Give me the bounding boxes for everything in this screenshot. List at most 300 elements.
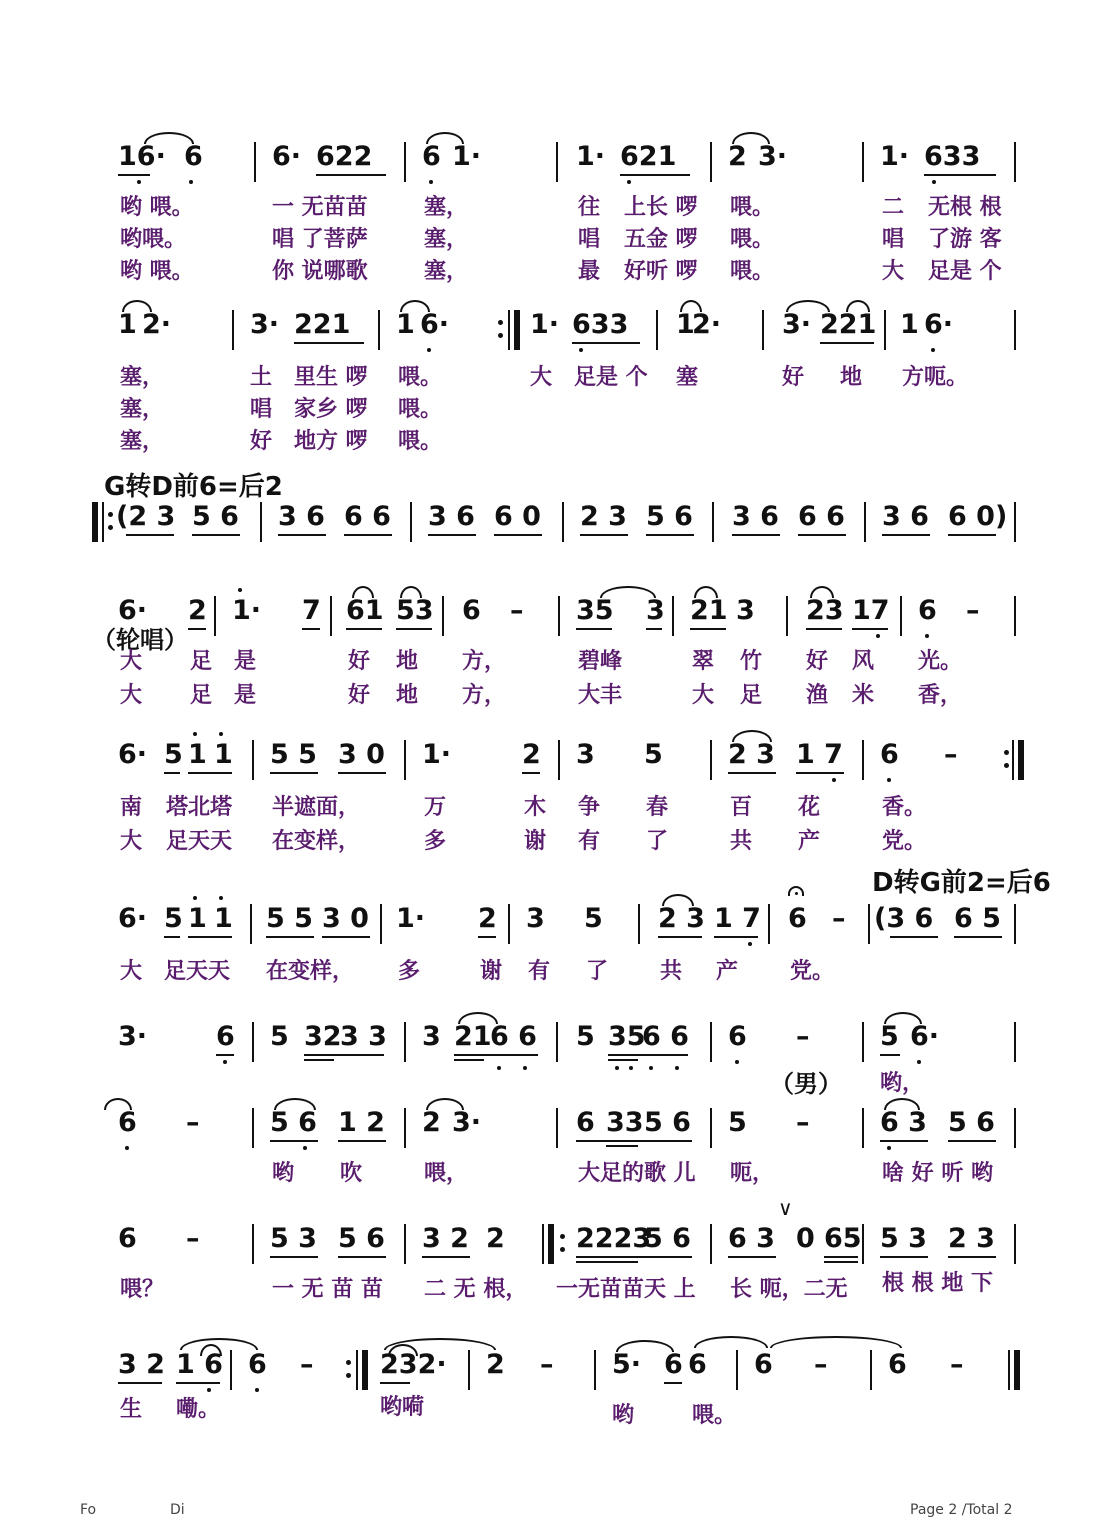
lyric: 唱 [578, 227, 601, 252]
lyric: 生 [120, 1397, 143, 1422]
note: 3 6 [732, 501, 779, 532]
note: 5 6 [948, 1107, 995, 1138]
barline [710, 1108, 712, 1148]
note: 6 5 [954, 903, 1001, 934]
note: 621 [620, 141, 677, 172]
note: 3 2 [118, 1349, 165, 1380]
underline [322, 936, 370, 938]
underline [824, 1256, 858, 1258]
tie [400, 586, 422, 598]
note: – [510, 595, 524, 626]
barline [252, 1224, 254, 1264]
note: 1· [880, 141, 910, 172]
barline [1014, 1108, 1016, 1148]
dot [627, 180, 631, 184]
note: 5 6 [338, 1223, 385, 1254]
barline [862, 740, 864, 780]
lyric: 大丰 [578, 683, 623, 708]
note: 6 [462, 595, 481, 626]
lyric: 哟 喂。 [120, 259, 194, 284]
barline [214, 596, 216, 636]
underline [572, 342, 640, 344]
dot [255, 1388, 259, 1392]
lyric: 哟嗬 [380, 1395, 425, 1420]
lyric: 地 [840, 365, 863, 390]
male-label: （男） [770, 1070, 842, 1098]
note: 1 [118, 309, 137, 340]
barline [1008, 1350, 1010, 1390]
dot [429, 180, 433, 184]
barline [378, 310, 380, 350]
underline [192, 534, 240, 536]
note: 2· [142, 309, 172, 340]
lyric: 有 [528, 959, 551, 984]
underline [620, 174, 690, 176]
note: 5 [644, 739, 663, 770]
system-10-notes [0, 1348, 1100, 1388]
lyric: 大 [120, 829, 143, 854]
lyric: 是 [234, 683, 257, 708]
underline [608, 1059, 638, 1061]
note: 3· [250, 309, 280, 340]
barline [868, 904, 870, 944]
note: 6 [118, 1223, 137, 1254]
note: 1 [214, 903, 233, 934]
note: 2223 [576, 1223, 652, 1254]
lyric: 有 [578, 829, 601, 854]
underline [580, 534, 628, 536]
note: 2 [188, 595, 207, 626]
underline [576, 1256, 692, 1258]
barline [862, 1108, 864, 1148]
tie [732, 730, 772, 742]
lyric: 喂， [424, 1161, 469, 1186]
tie [426, 1098, 464, 1110]
underline [422, 1256, 470, 1258]
note: – [796, 1107, 810, 1138]
lyric: 喂。 [730, 195, 775, 220]
lyric: 喂。 [730, 227, 775, 252]
underline [948, 534, 996, 536]
fermata-icon [788, 886, 804, 896]
underline [880, 1140, 928, 1142]
barline [862, 1022, 864, 1062]
note: 35 [608, 1021, 646, 1052]
note: 3· [758, 141, 788, 172]
underline [522, 772, 540, 774]
lyric: 好听 啰 [624, 259, 698, 284]
note: – [186, 1107, 200, 1138]
note: 7 [302, 595, 321, 626]
barline [1014, 1022, 1016, 1062]
key-change-label: D转G前2=后6 [872, 868, 1051, 898]
note: 2 3 [658, 903, 705, 934]
underline [796, 772, 844, 774]
note: 1 [676, 309, 695, 340]
barline-thick [362, 1350, 368, 1390]
note: 5 [728, 1107, 747, 1138]
note: (2 3 [116, 501, 176, 532]
note: 3· [118, 1021, 148, 1052]
tie [694, 1336, 768, 1348]
dot [876, 634, 880, 638]
tie [458, 1012, 498, 1024]
dot [675, 1066, 679, 1070]
dot [748, 942, 752, 946]
barline [404, 142, 406, 182]
barline [252, 1108, 254, 1148]
tie [786, 300, 830, 312]
barline [864, 502, 866, 542]
lyric: 足天天 [166, 829, 233, 854]
dot [125, 1146, 129, 1150]
note: 6 [888, 1349, 907, 1380]
note: 6 [118, 1107, 137, 1138]
note: 221 [294, 309, 351, 340]
note: 6· [910, 1021, 940, 1052]
underline [278, 534, 326, 536]
note: 2· [692, 309, 722, 340]
note: 633 [572, 309, 629, 340]
system-6-lyrics [0, 958, 1100, 998]
note: 1 [900, 309, 919, 340]
barline [252, 1022, 254, 1062]
lyric: 产 [716, 959, 739, 984]
lyric: 好 [806, 649, 829, 674]
note: 1 7 [796, 739, 843, 770]
lyric: 百 [730, 795, 753, 820]
lyric: 竹 [740, 649, 763, 674]
underline [294, 342, 364, 344]
barline [672, 596, 674, 636]
lyric: 谢 [524, 829, 547, 854]
barline-thick [1018, 740, 1024, 780]
footer-page-number: Page 2 /Total 2 [910, 1502, 1013, 1518]
note: 6· [118, 739, 148, 770]
note: 5 6 [192, 501, 239, 532]
underline [126, 534, 174, 536]
note: 622 [316, 141, 373, 172]
note: 0 [796, 1223, 815, 1254]
barline [404, 1108, 406, 1148]
note: 5 6 [646, 501, 693, 532]
underline [576, 1261, 638, 1263]
note: 2 3 [728, 739, 775, 770]
barline [380, 904, 382, 944]
lyric: 好 [348, 649, 371, 674]
barline [232, 310, 234, 350]
lyric: 一无苗苗天 上 [556, 1277, 696, 1302]
note: (3 6 [874, 903, 934, 934]
system-7-notes [0, 1020, 1100, 1060]
note: 21 [454, 1021, 492, 1052]
barline [252, 740, 254, 780]
dot [238, 588, 242, 592]
tie [732, 132, 770, 144]
lyric: 地方 啰 [294, 429, 368, 454]
lyric: 党。 [790, 959, 835, 984]
lyric: 家乡 啰 [294, 397, 368, 422]
note: 232· [380, 1349, 447, 1380]
lyric: 好 [782, 365, 805, 390]
lyric: 花 [798, 795, 821, 820]
underline [188, 628, 206, 630]
note: 5 [576, 1021, 595, 1052]
lyric: 呃， [730, 1161, 775, 1186]
barline [508, 904, 510, 944]
dot [615, 1066, 619, 1070]
tie [144, 132, 194, 144]
note: 6 [422, 141, 441, 172]
lyric: 一 无苗苗 [272, 195, 368, 220]
dot [219, 896, 223, 900]
underline [428, 534, 476, 536]
lyric: 大 [120, 959, 143, 984]
system-8-notes [0, 1106, 1100, 1146]
barline [468, 1350, 470, 1390]
lyric: 二 [882, 195, 905, 220]
barline [330, 596, 332, 636]
barline [1014, 1224, 1016, 1264]
note: 32 [304, 1021, 342, 1052]
barline [786, 596, 788, 636]
lyric: 大足的歌 儿 [578, 1161, 696, 1186]
note: 6 [754, 1349, 773, 1380]
barline [404, 1224, 406, 1264]
underline [380, 1382, 410, 1384]
note: 53 [396, 595, 434, 626]
underline [454, 1059, 484, 1061]
underline [302, 628, 320, 630]
note: 6· [272, 141, 302, 172]
lyric: 共 [730, 829, 753, 854]
tie [770, 1336, 902, 1348]
note: 5 3 [880, 1223, 927, 1254]
dot [219, 732, 223, 736]
dot [832, 778, 836, 782]
repeat-dots [560, 1232, 565, 1256]
barline [900, 596, 902, 636]
note: 6 [918, 595, 937, 626]
note: 3 6 [428, 501, 475, 532]
lyric: 无根 根 [928, 195, 1002, 220]
note: 6 0 [494, 501, 541, 532]
barline-thick [548, 1224, 554, 1264]
note: 5 [270, 1021, 289, 1052]
underline [478, 936, 496, 938]
lyric: 最 [578, 259, 601, 284]
underline [396, 628, 432, 630]
tie [846, 300, 870, 312]
round-label: （轮唱） [92, 626, 188, 654]
underline [890, 936, 938, 938]
underline [338, 772, 386, 774]
underline [882, 534, 930, 536]
underline [576, 628, 612, 630]
barline [1012, 740, 1014, 780]
lyric: 哟， [880, 1071, 925, 1096]
underline [852, 628, 888, 630]
note: 5· [612, 1349, 642, 1380]
lyric: 地 [396, 683, 419, 708]
lyric: 唱 [250, 397, 273, 422]
lyric: 根 根 地 下 [882, 1271, 993, 1296]
lyric: 足是 个 [574, 365, 648, 390]
note: 2 [486, 1349, 505, 1380]
note: 221 [820, 309, 877, 340]
dot [193, 896, 197, 900]
lyric: 塞 [676, 365, 699, 390]
underline [880, 1256, 928, 1258]
lyric: 哟喂。 [120, 227, 187, 252]
note: 6· [924, 309, 954, 340]
note: 1· [452, 141, 482, 172]
barline [1014, 310, 1016, 350]
system-9-lyrics [0, 1271, 1100, 1316]
lyric: 塞， [120, 397, 165, 422]
lyric: 土 [250, 365, 273, 390]
note: 1 2 [338, 1107, 385, 1138]
dot [497, 1066, 501, 1070]
lyric: 塞， [120, 429, 165, 454]
lyric: 上长 啰 [624, 195, 698, 220]
note: 6 [576, 1107, 595, 1138]
tie [884, 1098, 920, 1110]
note: 5 5 [266, 903, 313, 934]
lyric: 唱 了菩萨 [272, 227, 368, 252]
repeat-dots [108, 510, 113, 534]
dot [887, 1146, 891, 1150]
lyric: 渔 [806, 683, 829, 708]
underline [494, 534, 542, 536]
underline [118, 1382, 162, 1384]
note: 5 3 [270, 1223, 317, 1254]
note: – [944, 739, 958, 770]
lyric: 大 [120, 649, 143, 674]
lyric: 地 [396, 649, 419, 674]
lyric: 春 [646, 795, 669, 820]
underline [606, 1145, 638, 1147]
dot [579, 348, 583, 352]
note: 1 6 [176, 1349, 223, 1380]
tie [810, 586, 834, 598]
barline [260, 502, 262, 542]
tie [274, 1098, 316, 1110]
lyric: 一 无 苗 苗 [272, 1277, 383, 1302]
dot [932, 180, 936, 184]
note: 2 [728, 141, 747, 172]
barline [710, 740, 712, 780]
note: 5 [164, 739, 183, 770]
note: 6 [788, 903, 807, 934]
lyric: 啥 好 听 哟 [882, 1161, 993, 1186]
dot [523, 1066, 527, 1070]
note: 2 [522, 739, 541, 770]
tie [352, 586, 374, 598]
lyric: 方， [462, 649, 507, 674]
note: 5 6 [270, 1107, 317, 1138]
note: 1 [188, 739, 207, 770]
tie [426, 132, 464, 144]
barline [410, 502, 412, 542]
barline [862, 142, 864, 182]
underline [176, 1382, 220, 1384]
underline [270, 772, 318, 774]
note: – [300, 1349, 314, 1380]
dot [917, 1060, 921, 1064]
underline [948, 1256, 996, 1258]
note: 2 [478, 903, 497, 934]
dot [193, 732, 197, 736]
underline [576, 1140, 692, 1142]
barline [250, 904, 252, 944]
note: 3 [422, 1021, 441, 1052]
lyric: 谢 [480, 959, 503, 984]
tie [884, 1012, 922, 1024]
note: 6 6 [490, 1021, 537, 1052]
note: 3 3 [340, 1021, 387, 1052]
lyric: 哟 [272, 1161, 295, 1186]
note: 1· [576, 141, 606, 172]
underline [948, 1140, 996, 1142]
lyric: 喂。 [730, 259, 775, 284]
dot [931, 348, 935, 352]
note: – [950, 1349, 964, 1380]
breath-mark-icon: ∨ [778, 1196, 793, 1220]
lyric: 共 [660, 959, 683, 984]
underline [164, 772, 180, 774]
note: 2 3 [580, 501, 627, 532]
note: 633 [924, 141, 981, 172]
lyric: 米 [852, 683, 875, 708]
note: 6 6 [344, 501, 391, 532]
barline [404, 1022, 406, 1062]
lyric: 在变样， [266, 959, 355, 984]
lyric: 多 [424, 829, 447, 854]
system-2-notes [0, 308, 1100, 348]
barline-thick [514, 310, 520, 350]
lyric: 大 [120, 683, 143, 708]
underline [714, 936, 758, 938]
underline [266, 936, 314, 938]
underline [646, 534, 694, 536]
lyric: 往 [578, 195, 601, 220]
barline [558, 740, 560, 780]
underline [728, 772, 776, 774]
underline [164, 936, 180, 938]
note: 5 [164, 903, 183, 934]
underline [824, 1261, 858, 1263]
dot [629, 1066, 633, 1070]
note: 5 6 [644, 1223, 691, 1254]
lyric: 大 [530, 365, 553, 390]
note: 6 3 [728, 1223, 775, 1254]
underline [270, 1256, 318, 1258]
lyric: 足 [740, 683, 763, 708]
system-1-lyrics [0, 194, 1100, 294]
lyric: 产 [798, 829, 821, 854]
underline [344, 534, 392, 536]
lyric: 方， [462, 683, 507, 708]
note: 2 3 [948, 1223, 995, 1254]
dot [189, 180, 193, 184]
lyric: 喂。 [398, 397, 443, 422]
note: 3 0 [322, 903, 369, 934]
lyric: 翠 [692, 649, 715, 674]
barline [442, 596, 444, 636]
dot [223, 1060, 227, 1064]
lyric: 在变样， [272, 829, 361, 854]
